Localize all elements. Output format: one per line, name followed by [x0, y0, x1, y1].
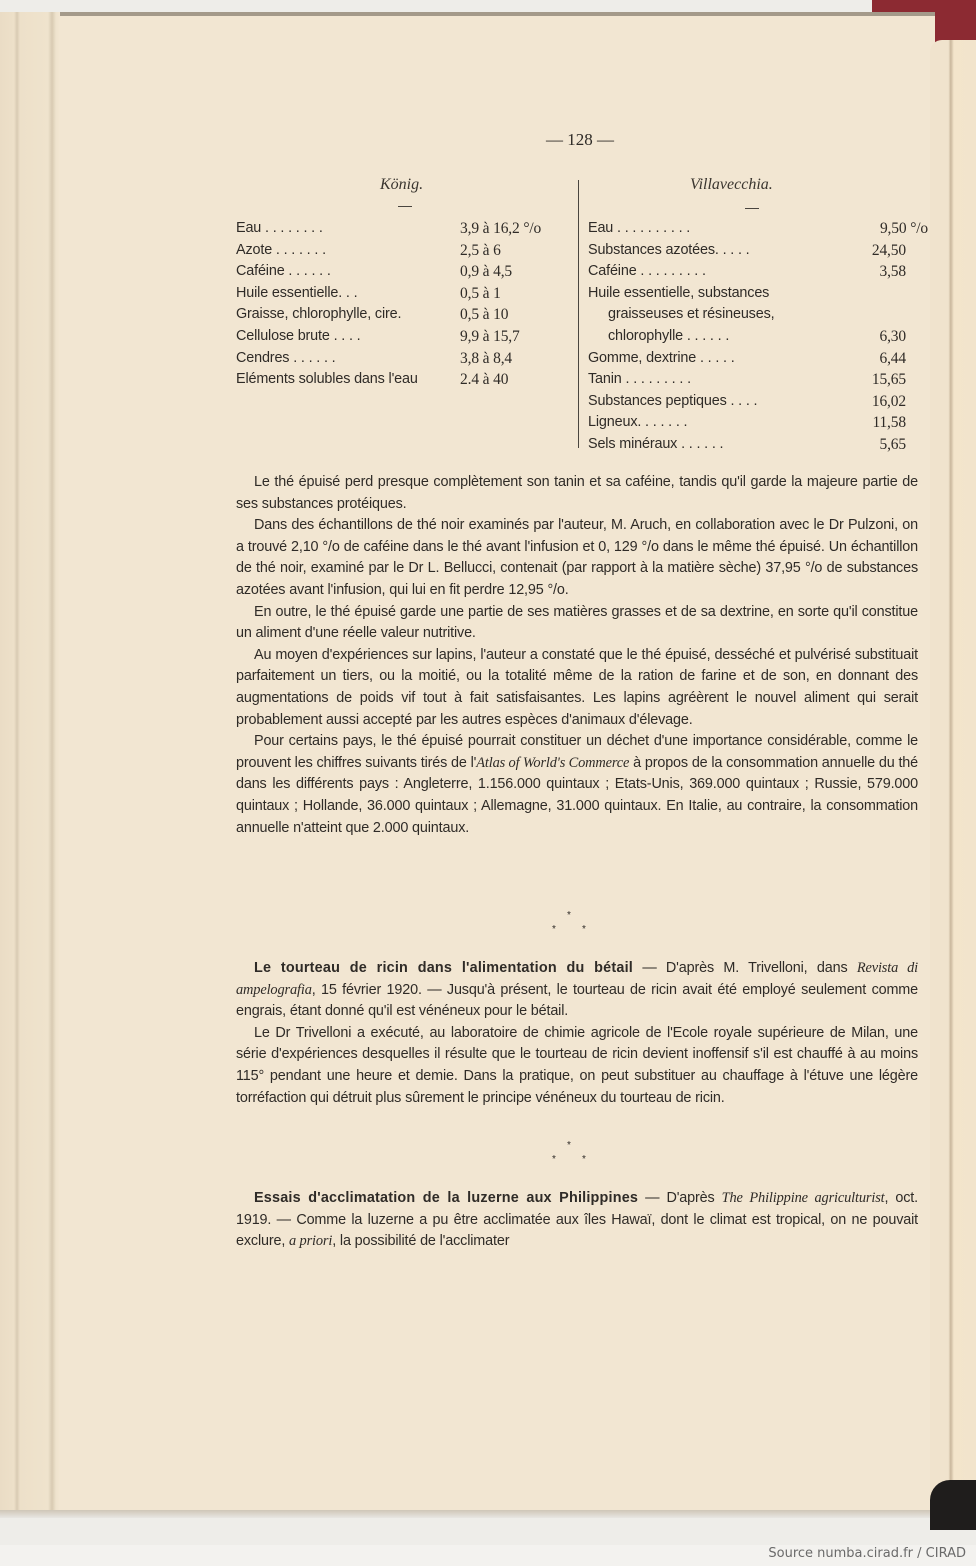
section-title: Le tourteau de ricin dans l'alimentation du bétail	[254, 960, 633, 976]
table-row: Cendres . . . . . . 3,8 à 8,4	[236, 349, 513, 367]
table-row: Eléments solubles dans l'eau 2.4 à 40	[236, 371, 509, 389]
table-row: Sels minéraux . . . . . . 5,65	[588, 435, 906, 453]
tea-article-body	[236, 472, 918, 839]
table-right-heading: Villavecchia.	[690, 176, 773, 193]
paragraph: Au moyen d'expériences sur lapins, l'auteur a constaté que le thé épuisé, desséché et pulvérisé substituait parfaitement un tiers, ou la moitié, ou la totalité même de la ration de farine et de son, en donnant des augmentations de poids vif tout à fait satisfaisantes. Les lapins agréèrent le nouvel aliment qui serait probablement aussi accepté par les autres espèces d'animaux d'élevage.	[236, 646, 918, 728]
paragraph: Le Dr Trivelloni a exécuté, au laboratoire de chimie agricole de l'Ecole royale supérieure de Milan, une série d'expériences desquelles il résulte que le tourteau de ricin devient inoffensif s'il est chauffé à au moins 115° pendant une heure et demie. Dans la pratique, on peut substituer au chauffage à l'étuve une légère torréfaction qui détruit plus sûrement le principe vénéneux du tourteau de ricin.	[236, 1024, 918, 1106]
table-row: graisseuses et résineuses,	[608, 306, 775, 323]
paragraph: Le thé épuisé perd presque complètement son tanin et sa caféine, tandis qu'il garde la majeure partie de ses substances protéiques.	[236, 474, 918, 512]
table-row: Caféine . . . . . . . . . 3,58	[588, 263, 906, 281]
table-row: Substances azotées. . . . . 24,50	[588, 241, 906, 259]
paragraph: Le tourteau de ricin dans l'alimentation du bétail — D'après M. Trivelloni, dans Revista di ampelografia, 15 février 1920. — Jusqu'à présent, le tourteau de ricin avait été employé seulement comme engrais, étant donné qu'il est vénéneux pour le bétail.	[236, 960, 918, 1020]
page-bottom-shadow	[0, 1510, 935, 1518]
ricin-article	[236, 958, 918, 1109]
column-divider	[578, 180, 579, 448]
paragraph: En outre, le thé épuisé garde une partie de ses matières grasses et de sa dextrine, en sorte qu'il constitue un aliment d'une réelle valeur nutritive.	[236, 603, 918, 642]
table-row: Azote . . . . . . . 2,5 à 6	[236, 241, 501, 259]
table-konig	[236, 218, 576, 391]
table-left-heading: König.	[380, 176, 424, 193]
source-title: The Philippine agriculturist	[721, 1190, 885, 1206]
table-row: Caféine . . . . . . 0,9 à 4,5	[236, 263, 513, 281]
source-watermark: Source numba.cirad.fr / CIRAD	[768, 1546, 966, 1561]
paragraph: Dans des échantillons de thé noir examinés par l'auteur, M. Aruch, en collaboration avec le Dr Pulzoni, on a trouvé 2,10 °/o de caféine dans le thé avant l'infusion et 0, 129 °/o dans le même thé épuisé. Un échantillon de thé noir, examiné par le Dr L. Bellucci, contenait (par rapport à la matière sèche) 37,95 °/o de substances azotées avant l'infusion, qui lui en fit perdre 12,95 °/o.	[236, 517, 918, 598]
book-shadow-bottom	[930, 1480, 976, 1530]
table-left-dash	[398, 206, 412, 207]
table-row: Graisse, chlorophylle, cire. 0,5 à 10	[236, 306, 509, 324]
table-right-dash	[745, 208, 759, 209]
section-separator: * * *	[552, 1140, 586, 1165]
book-gutter-right	[930, 40, 976, 1520]
paragraph: Essais d'acclimatation de la luzerne aux Philippines — D'après The Philippine agriculturist, oct. 1919. — Comme la luzerne a pu être acclimatée aux îles Hawaï, dont le climat est tropical, on ne pouvait exclure, a priori, la possibilité de l'acclimater	[236, 1190, 919, 1250]
table-row: Ligneux. . . . . . . 11,58	[588, 414, 906, 432]
table-row: Cellulose brute . . . . 9,9 à 15,7	[236, 327, 520, 345]
table-row: chlorophylle . . . . . . 6,30	[608, 327, 906, 345]
table-row: Gomme, dextrine . . . . . 6,44	[588, 349, 906, 367]
table-row: Eau . . . . . . . . . . 9,50 °/o	[588, 220, 928, 237]
paragraph: Pour certains pays, le thé épuisé pourrait constituer un déchet d'une importance considérable, comme le prouvent les chiffres suivants tirés de l'Atlas of World's Commerce à propos de la consommation annuelle du thé dans les différents pays : Angleterre, 1.156.000 quintaux ; Etats-Unis, 369.000 quintaux ; Russie, 579.000 quintaux ; Hollande, 36.000 quintaux ; Allemagne, 31.000 quintaux. En Italie, au contraire, la consommation annuelle n'atteint que 2.000 quintaux.	[236, 733, 919, 836]
table-villavecchia	[588, 218, 928, 456]
table-row: Eau . . . . . . . . 3,9 à 16,2 °/o	[236, 220, 542, 237]
source-title: Revista di ampelografia	[236, 960, 918, 998]
section-title: Essais d'acclimatation de la luzerne aux Philippines	[254, 1190, 639, 1206]
table-row: Huile essentielle. . . 0,5 à 1	[236, 284, 501, 302]
table-row: Substances peptiques . . . . 16,02	[588, 392, 906, 410]
atlas-title: Atlas of World's Commerce	[476, 754, 630, 771]
page-edges-left	[0, 12, 60, 1512]
page-number: — 128 —	[546, 130, 614, 149]
table-row: Huile essentielle, substances	[588, 284, 770, 301]
luzerne-article	[236, 1188, 918, 1253]
table-row: Tanin . . . . . . . . . 15,65	[588, 371, 906, 389]
section-separator: * * *	[552, 910, 586, 935]
